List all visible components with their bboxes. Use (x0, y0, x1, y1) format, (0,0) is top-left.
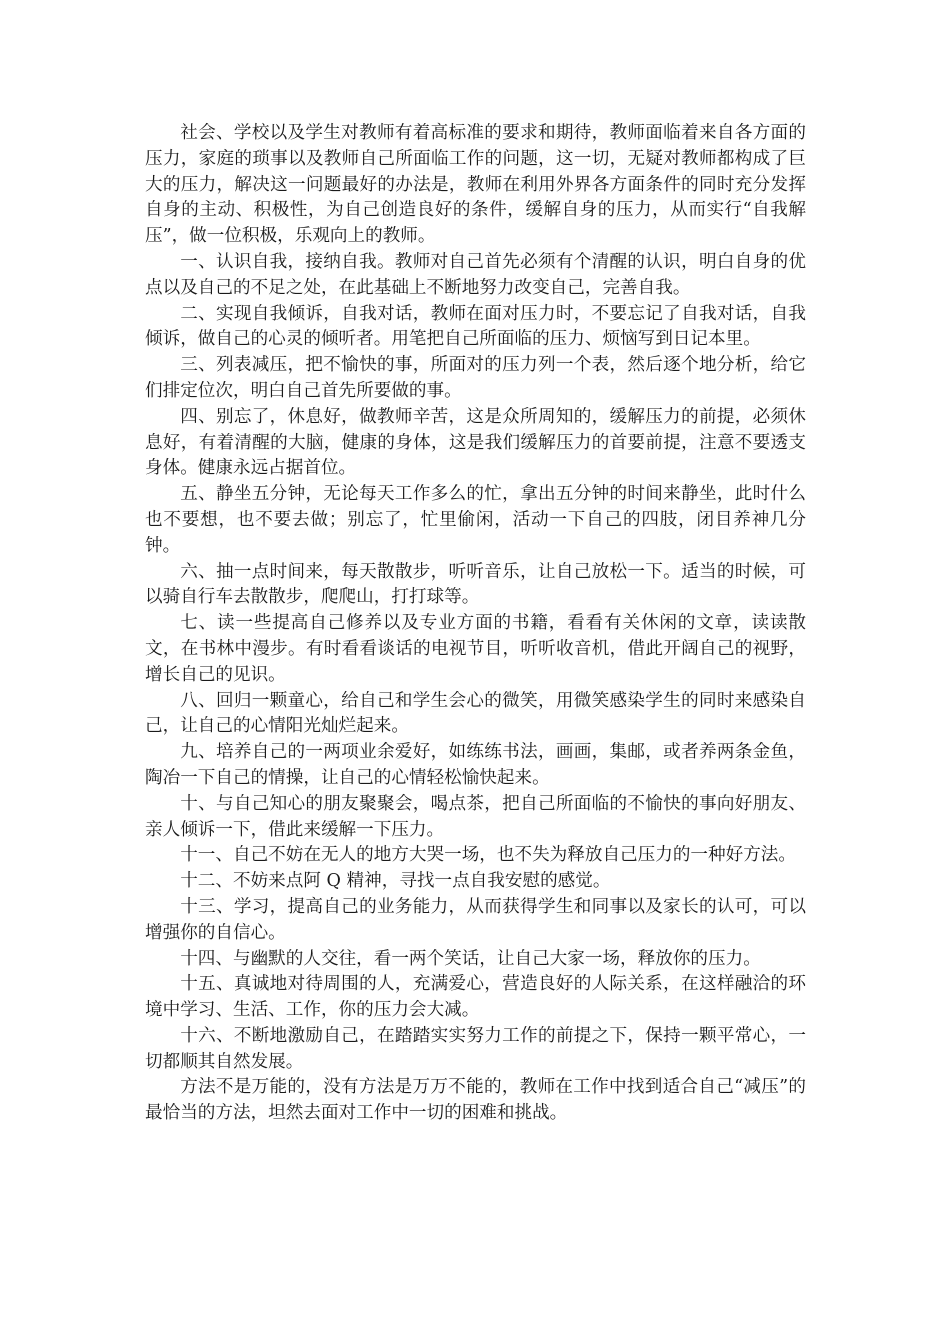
tip-paragraph-12: 十二、不妨来点阿 Q 精神，寻找一点自我安慰的感觉。 (180, 871, 611, 892)
tip-paragraph-4: 四、别忘了，休息好，做教师辛苦，这是众所周知的，缓解压力的前提，必须休息好，有着清醒的大脑，健康的身体，这是我们缓解压力的首要前提，注意不要透支身体。健康永远占据首位。 (145, 406, 806, 479)
tip-paragraph-13: 十三、学习，提高自己的业务能力，从而获得学生和同事以及家长的认可，可以增强你的自信心。 (145, 896, 806, 943)
tip-paragraph-1: 一、认识自我，接纳自我。教师对自己首先必须有个清醒的认识，明白自身的优点以及自己的不足之处，在此基础上不断地努力改变自己，完善自我。 (145, 251, 806, 298)
tip-paragraph-5: 五、静坐五分钟，无论每天工作多么的忙，拿出五分钟的时间来静坐，此时什么也不要想，也不要去做；别忘了，忙里偷闲，活动一下自己的四肢，闭目养神几分钟。 (145, 484, 806, 556)
document-body (145, 121, 806, 1127)
tip-paragraph-7: 七、读一些提高自己修养以及专业方面的书籍，看看有关休闲的文章，读读散文，在书林中漫步。有时看看谈话的电视节目，听听收音机，借此开阔自己的视野，增长自己的见识。 (145, 613, 806, 685)
tip-paragraph-15: 十五、真诚地对待周围的人，充满爱心，营造良好的人际关系，在这样融洽的环境中学习、生活、工作，你的压力会大减。 (145, 974, 806, 1021)
tip-paragraph-10: 十、与自己知心的朋友聚聚会，喝点茶，把自己所面临的不愉快的事向好朋友、亲人倾诉一下，借此来缓解一下压力。 (145, 793, 806, 840)
conclusion-paragraph: 方法不是万能的，没有方法是万万不能的，教师在工作中找到适合自己“减压”的最恰当的方法，坦然去面对工作中一切的困难和挑战。 (145, 1077, 806, 1124)
tip-paragraph-2: 二、实现自我倾诉，自我对话，教师在面对压力时，不要忘记了自我对话，自我倾诉，做自己的心灵的倾听者。用笔把自己所面临的压力、烦恼写到日记本里。 (145, 303, 806, 350)
tip-paragraph-14: 十四、与幽默的人交往，看一两个笑话，让自己大家一场，释放你的压力。 (180, 948, 761, 969)
tip-paragraph-3: 三、列表减压，把不愉快的事，所面对的压力列一个表，然后逐个地分析，给它们排定位次，明白自己首先所要做的事。 (145, 355, 806, 401)
tip-paragraph-8: 八、回归一颗童心，给自己和学生会心的微笑，用微笑感染学生的同时来感染自己，让自己的心情阳光灿烂起来。 (145, 690, 806, 737)
tip-paragraph-9: 九、培养自己的一两项业余爱好，如练练书法，画画，集邮，或者养两条金鱼，陶冶一下自己的情操，让自己的心情轻松愉快起来。 (145, 742, 806, 788)
intro-paragraph: 社会、学校以及学生对教师有着高标准的要求和期待，教师面临着来自各方面的压力，家庭的琐事以及教师自己所面临工作的问题，这一切，无疑对教师都构成了巨大的压力，解决这一问题最好的办法是，教师在利用外界各方面条件的同时充分发挥自身的主动、积极性，为自己创造良好的条件，缓解自身的压力，从而实行“自我解压”，做一位积极，乐观向上的教师。 (145, 123, 806, 247)
tip-paragraph-16: 十六、不断地激励自己，在踏踏实实努力工作的前提之下，保持一颗平常心，一切都顺其自然发展。 (145, 1025, 806, 1072)
tip-paragraph-6: 六、抽一点时间来，每天散散步，听听音乐，让自己放松一下。适当的时候，可以骑自行车去散散步，爬爬山，打打球等。 (145, 561, 806, 608)
tip-paragraph-11: 十一、自己不妨在无人的地方大哭一场，也不失为释放自己压力的一种好方法。 (180, 845, 796, 866)
